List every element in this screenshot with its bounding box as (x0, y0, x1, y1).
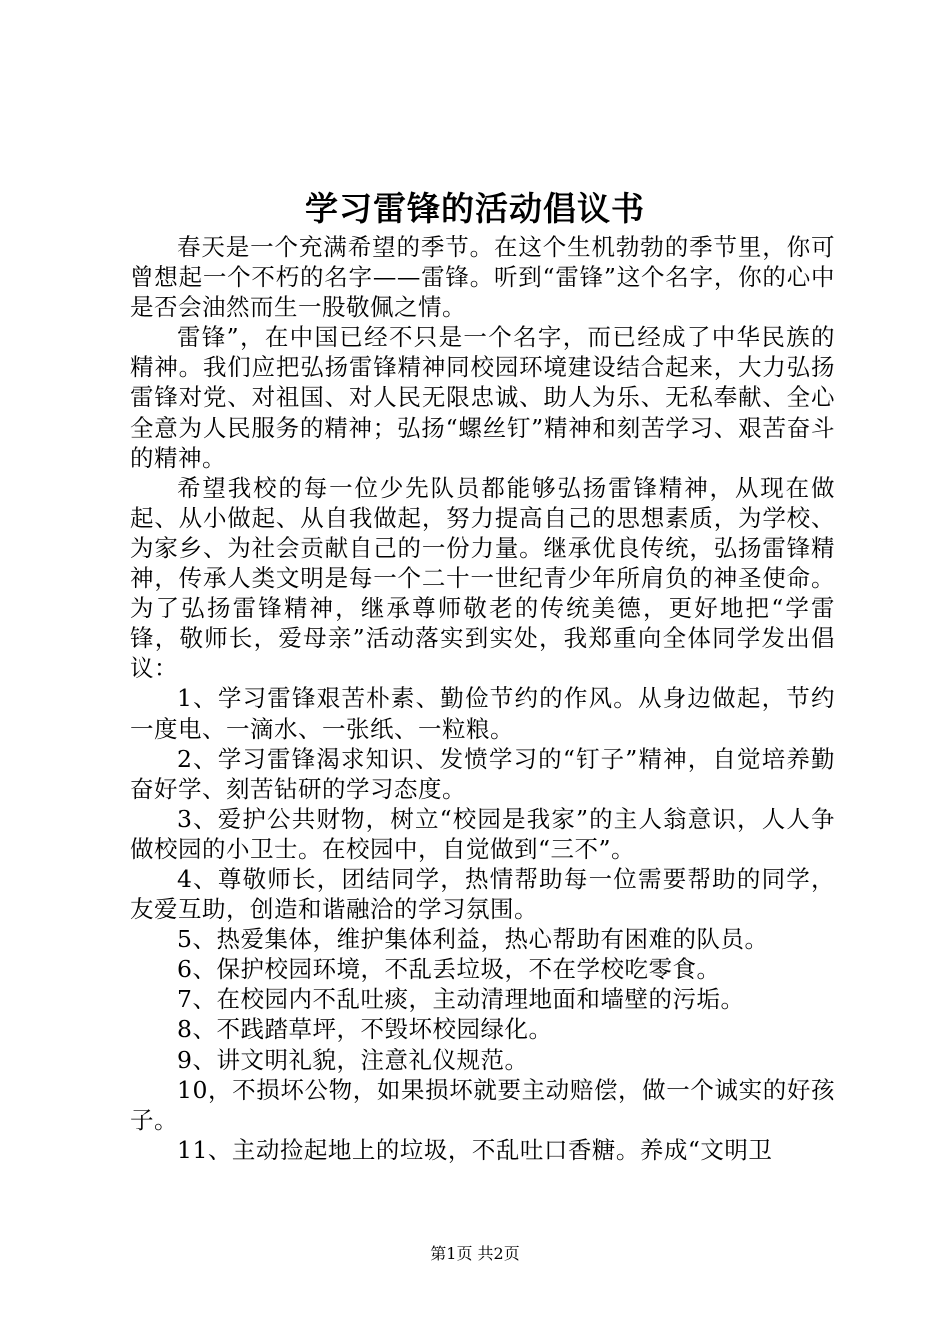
proposal-item-7: 7、在校园内不乱吐痰，主动清理地面和墙壁的污垢。 (177, 985, 745, 1014)
proposal-item-1: 1、学习雷锋艰苦朴素、勤俭节约的作风。从身边做起，节约一度电、一滴水、一张纸、一粒粮。 (130, 684, 835, 743)
paragraph-intro: 春天是一个充满希望的季节。在这个生机勃勃的季节里，你可曾想起一个不朽的名字——雷锋。听到“雷锋”这个名字，你的心中是否会油然而生一股敬佩之情。 (130, 233, 835, 322)
proposal-item-10: 10，不损坏公物，如果损坏就要主动赔偿，做一个诚实的好孩子。 (130, 1075, 835, 1134)
proposal-item-2: 2、学习雷锋渴求知识、发愤学习的“钉子”精神，自觉培养勤奋好学、刻苦钻研的学习态度。 (130, 744, 835, 803)
paragraph-spirit: 雷锋”，在中国已经不只是一个名字，而已经成了中华民族的精神。我们应把弘扬雷锋精神同校园环境建设结合起来，大力弘扬雷锋对党、对祖国、对人民无限忠诚、助人为乐、无私奉献、全心全意为人民服务的精神；弘扬“螺丝钉”精神和刻苦学习、艰苦奋斗的精神。 (130, 323, 835, 472)
document-title: 学习雷锋的活动倡议书 (305, 189, 645, 228)
proposal-item-5: 5、热爱集体，维护集体利益，热心帮助有困难的队员。 (177, 925, 769, 954)
proposal-item-6: 6、保护校园环境，不乱丢垃圾，不在学校吃零食。 (177, 955, 721, 984)
proposal-item-8: 8、不践踏草坪，不毁坏校园绿化。 (177, 1015, 553, 1044)
proposal-item-11: 11、主动捡起地上的垃圾，不乱吐口香糖。养成“文明卫 (177, 1135, 773, 1164)
proposal-item-3: 3、爱护公共财物，树立“校园是我家”的主人翁意识，人人争做校园的小卫士。在校园中，自觉做到“三不”。 (130, 804, 835, 863)
proposal-item-9: 9、讲文明礼貌，注意礼仪规范。 (177, 1045, 529, 1074)
proposal-item-4: 4、尊敬师长，团结同学，热情帮助每一位需要帮助的同学，友爱互助，创造和谐融洽的学习氛围。 (130, 864, 835, 924)
document-body (130, 232, 835, 1165)
page-footer: 第1页 共2页 (430, 1244, 520, 1263)
paragraph-proposal: 希望我校的每一位少先队员都能够弘扬雷锋精神，从现在做起、从小做起、从自我做起，努力提高自己的思想素质，为学校、为家乡、为社会贡献自己的一份力量。继承优良传统，弘扬雷锋精神，传承人类文明是每一个二十一世纪青少年所肩负的神圣使命。为了弘扬雷锋精神，继承尊师敬老的传统美德，更好地把“学雷锋，敬师长，爱母亲”活动落实到实处，我郑重向全体同学发出倡议： (130, 473, 835, 683)
